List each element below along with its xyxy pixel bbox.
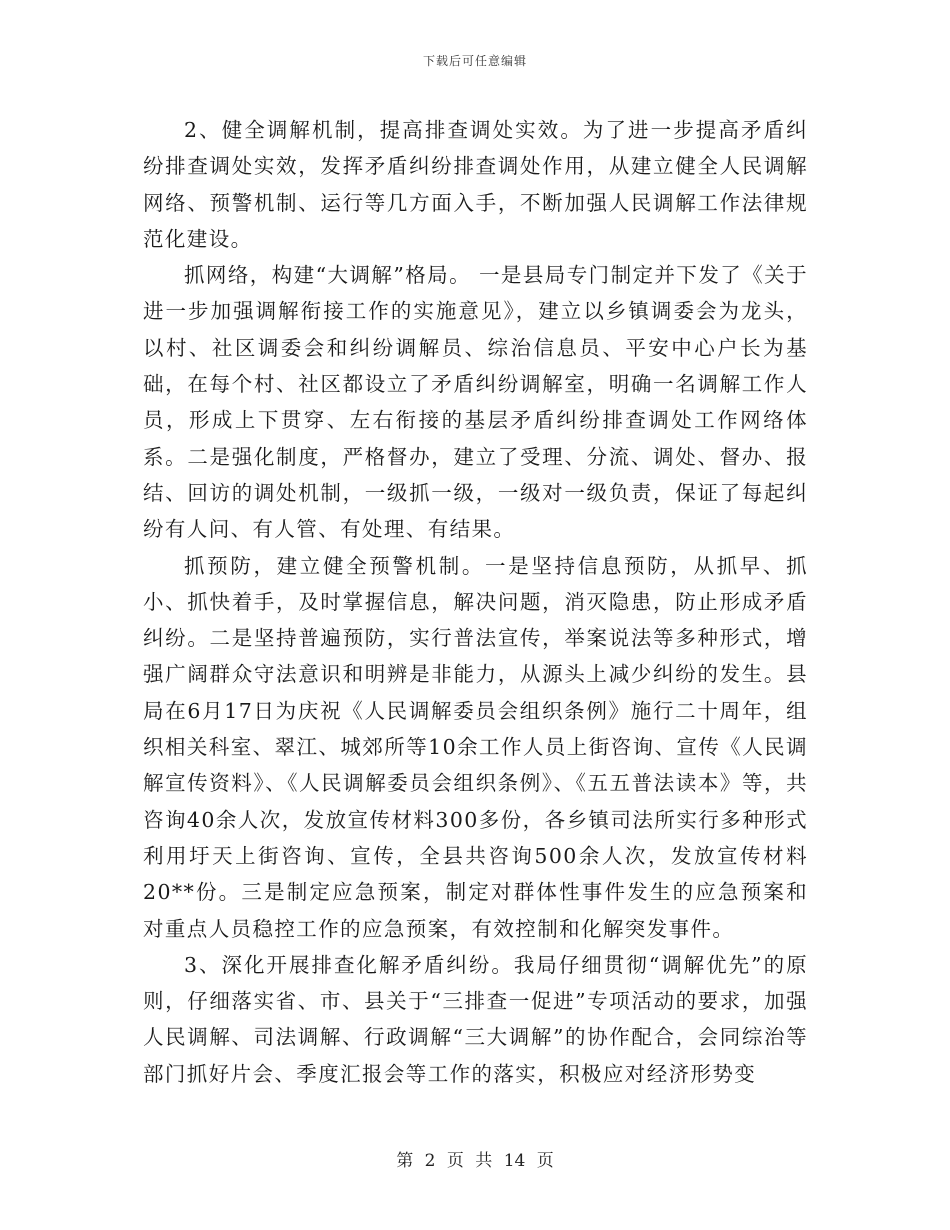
paragraph-mediation-mechanism: 2、健全调解机制，提高排查调处实效。为了进一步提高矛盾纠纷排查调处实效，发挥矛盾纠纷排查调处作用，从建立健全人民调解网络、预警机制、运行等几方面入手，不断加强人民调解工作法律规范化建设。: [143, 118, 808, 251]
page-number: 第 2 页 共 14 页: [396, 1151, 554, 1171]
paragraph-prevention: 抓预防，建立健全预警机制。一是坚持信息预防，从抓早、抓小、抓快着手，及时掌握信息，解决问题，消灭隐患，防止形成矛盾纠纷。二是坚持普遍预防，实行普法宣传，举案说法等多种形式，增强广阔群众守法意识和明辨是非能力，从源头上减少纠纷的发生。县局在6月17日为庆祝《人民调解委员会组织条例》施行二十周年，组织相关科室、翠江、城郊所等10余工作人员上街咨询、宣传《人民调解宣传资料》、《人民调解委员会组织条例》、《五五普法读本》等，共咨询40余人次，发放宣传材料300多份，各乡镇司法所实行多种形式利用圩天上街咨询、宣传，全县共咨询500余人次，发放宣传材料20**份。三是制定应急预案，制定对群体性事件发生的应急预案和对重点人员稳控工作的应急预案，有效控制和化解突发事件。: [143, 553, 808, 941]
paragraph-network: 抓网络，构建“大调解”格局。 一是县局专门制定并下发了《关于进一步加强调解衔接工作的实施意见》，建立以乡镇调委会为龙头，以村、社区调委会和纠纷调解员、综治信息员、平安中心户长为基础，在每个村、社区都设立了矛盾纠纷调解室，明确一名调解工作人员，形成上下贯穿、左右衔接的基层矛盾纠纷排查调处工作网络体系。二是强化制度，严格督办，建立了受理、分流、调处、督办、报结、回访的调处机制，一级抓一级，一级对一级负责，保证了每起纠纷有人问、有人管、有处理、有结果。: [143, 263, 808, 542]
page-header-note: 下载后可任意编辑: [422, 54, 527, 68]
paragraph-dispute-resolution: 3、深化开展排查化解矛盾纠纷。我局仔细贯彻“调解优先”的原则，仔细落实省、市、县关于“三排查一促进”专项活动的要求，加强人民调解、司法调解、行政调解“三大调解”的协作配合，会同综治等部门抓好片会、季度汇报会等工作的落实，积极应对经济形势变: [143, 952, 808, 1086]
document-body: [143, 112, 808, 1092]
